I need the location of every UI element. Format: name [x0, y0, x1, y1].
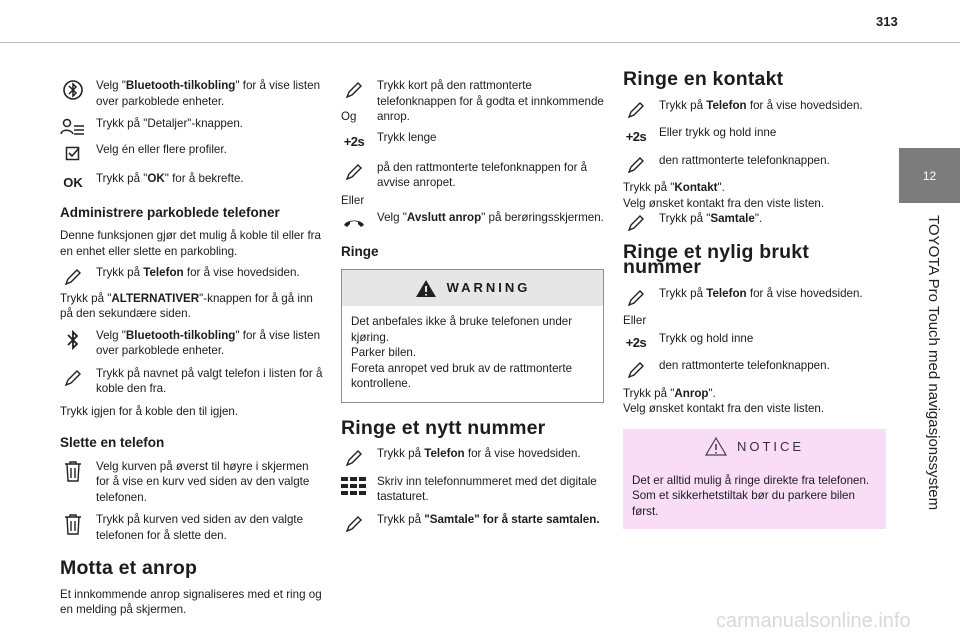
- step-phone-main: [623, 98, 886, 114]
- step-text: den rattmonterte telefonknappen.: [659, 359, 830, 372]
- step-delete: [60, 512, 323, 543]
- notice-header: [623, 429, 886, 465]
- keypad-icon: [341, 475, 367, 497]
- heading-manage-paired: Administrere parkoblede telefoner: [60, 204, 280, 220]
- tap-pen-icon: [60, 266, 86, 288]
- step-phone-main: [60, 265, 323, 281]
- step-text: Trykk på Telefon for å vise hovedsiden.: [659, 98, 863, 112]
- bluetooth-settings-icon: [60, 79, 86, 101]
- warning-text: Det anbefales ikke å bruke telefonen under kjøring. Parker bilen. Foreta anropet ved bruk av de rattmonterte kontrollene.: [351, 315, 573, 390]
- long-press-2s-icon: +2s: [625, 129, 647, 145]
- long-press-2s-icon: +2s: [343, 134, 365, 150]
- heading-delete-phone: Slette en telefon: [60, 435, 165, 450]
- step-text: Trykk på "Samtale".: [659, 212, 763, 225]
- step-keypad: [341, 474, 604, 505]
- tap-pen-icon: [623, 287, 649, 309]
- step-accept-call: [341, 78, 604, 125]
- step-confirm: [60, 171, 323, 191]
- step-text: Velg "Avslutt anrop" på berøringsskjermen.: [377, 211, 604, 224]
- step-text: Velg "Bluetooth-tilkobling" for å vise listen over parkoblede enheter.: [96, 328, 321, 357]
- text-or: Eller: [341, 193, 365, 207]
- bluetooth-icon: [60, 329, 86, 351]
- tap-pen-icon: [623, 359, 649, 381]
- column-3: [623, 68, 886, 529]
- step-text: Trykk på Telefon for å vise hovedsiden.: [377, 447, 581, 460]
- step-reject: [341, 160, 604, 191]
- notice-box: [623, 429, 886, 530]
- step-text: Velg "Bluetooth-tilkobling" for å vise listen over parkoblede enheter.: [96, 79, 321, 108]
- warning-header: [342, 270, 603, 306]
- checkbox-icon: [60, 143, 86, 165]
- step-bluetooth-list: [60, 328, 323, 359]
- tap-pen-icon: [623, 99, 649, 121]
- step-text: Skriv inn telefonnummeret med det digitale tastaturet.: [377, 474, 597, 503]
- step-text: på den rattmonterte telefonknappen for å avvise anropet.: [377, 160, 588, 189]
- paragraph-options: Trykk på "ALTERNATIVER"-knappen for å gå inn på den sekundære siden.: [60, 291, 313, 320]
- step-disconnect: [60, 366, 323, 397]
- heading-call-contact: Ringe en kontakt: [623, 68, 784, 90]
- step-hold: [623, 125, 886, 145]
- paragraph-reconnect: Trykk igjen for å koble den til igjen.: [60, 404, 239, 418]
- warning-box: [341, 269, 604, 403]
- tap-pen-icon: [623, 154, 649, 176]
- step-details: [60, 116, 323, 132]
- paragraph-anrop: Trykk på "Anrop".: [623, 386, 716, 400]
- paragraph-manage-intro: Denne funksjonen gjør det mulig å koble til eller fra en enhet eller slette en parkobling.: [60, 229, 321, 258]
- column-1: [60, 78, 323, 624]
- chapter-tab: 12: [899, 148, 960, 203]
- step-phone-main: [623, 286, 886, 302]
- step-text: Velg kurven på øverst til høyre i skjermen for å vise en kurv ved siden av den valgte telefonen.: [96, 459, 310, 504]
- step-wheel-button: [623, 153, 886, 169]
- step-text: Trykk kort på den rattmonterte telefonknappen for å godta et innkommende anrop.: [377, 79, 604, 123]
- step-text: Trykk lenge: [377, 131, 437, 144]
- step-text: Trykk på Telefon for å vise hovedsiden.: [96, 266, 300, 279]
- tap-pen-icon: [341, 513, 367, 535]
- page-number: 313: [876, 14, 898, 29]
- step-show-trash: [60, 459, 323, 506]
- text-and: Og: [341, 109, 357, 123]
- tap-pen-icon: [623, 212, 649, 234]
- step-text: Trykk på navnet på valgt telefon i listen for å koble den fra.: [96, 366, 323, 395]
- heading-receive-call: Motta et anrop: [60, 557, 198, 579]
- step-text: den rattmonterte telefonknappen.: [659, 153, 830, 167]
- chapter-side-title: TOYOTA Pro Touch med navigasjonssystem: [925, 215, 942, 511]
- step-end-call: [341, 210, 604, 226]
- contact-details-icon: [60, 117, 86, 139]
- paragraph-select-contact: Velg ønsket kontakt fra den viste listen.: [623, 402, 825, 415]
- heading-new-number: Ringe et nytt nummer: [341, 416, 546, 439]
- tap-pen-icon: [341, 447, 367, 469]
- step-hold: [623, 331, 886, 350]
- step-profiles: [60, 142, 323, 158]
- paragraph-receive-call: Et innkommende anrop signaliseres med et ring og en melding på skjermen.: [60, 587, 322, 616]
- warning-title: WARNING: [446, 280, 531, 296]
- step-wheel-button: [623, 358, 886, 374]
- heading-call: Ringe: [341, 243, 379, 259]
- hang-up-icon: [341, 211, 367, 233]
- notice-title: NOTICE: [736, 438, 805, 454]
- step-text: Trykk og hold inne: [659, 331, 754, 345]
- step-text: Trykk på "Samtale" for å starte samtalen.: [377, 512, 600, 526]
- long-press-2s-icon: +2s: [625, 334, 647, 350]
- step-text: Trykk på "OK" for å bekrefte.: [96, 172, 244, 185]
- trash-icon: [60, 460, 86, 482]
- notice-text: Det er alltid mulig å ringe direkte fra telefonen. Som et sikkerhetstiltak bør du parkere bilen først.: [632, 473, 870, 518]
- step-text: Trykk på kurven ved siden av den valgte telefonen for å slette den.: [96, 513, 304, 542]
- trash-icon: [60, 513, 86, 535]
- tap-pen-icon: [341, 79, 367, 101]
- step-text: Trykk på Telefon for å vise hovedsiden.: [659, 286, 863, 300]
- step-long-press: [341, 130, 604, 150]
- heading-recent-number: Ringe et nylig brukt nummer: [623, 240, 810, 278]
- text-or: Eller: [623, 314, 647, 327]
- paragraph-select-contact: Velg ønsket kontakt fra den viste listen.: [623, 196, 825, 210]
- step-bluetooth: [60, 78, 323, 109]
- step-samtale: [623, 211, 886, 227]
- step-text: Trykk på "Detaljer"-knappen.: [96, 117, 243, 130]
- paragraph-contact: Trykk på "Kontakt".: [623, 181, 725, 194]
- tap-pen-icon: [60, 367, 86, 389]
- header-divider: [0, 42, 960, 43]
- step-text: Eller trykk og hold inne: [659, 126, 777, 139]
- step-text: Velg én eller flere profiler.: [96, 142, 227, 156]
- tap-pen-icon: [341, 161, 367, 183]
- column-2: [341, 78, 604, 534]
- watermark: carmanualsonline.info: [716, 610, 911, 632]
- warning-triangle-icon: [415, 279, 437, 298]
- step-start-call: [341, 512, 604, 528]
- step-phone-main: [341, 446, 604, 462]
- notice-triangle-icon: [705, 437, 727, 456]
- ok-button-icon: OK: [63, 175, 83, 191]
